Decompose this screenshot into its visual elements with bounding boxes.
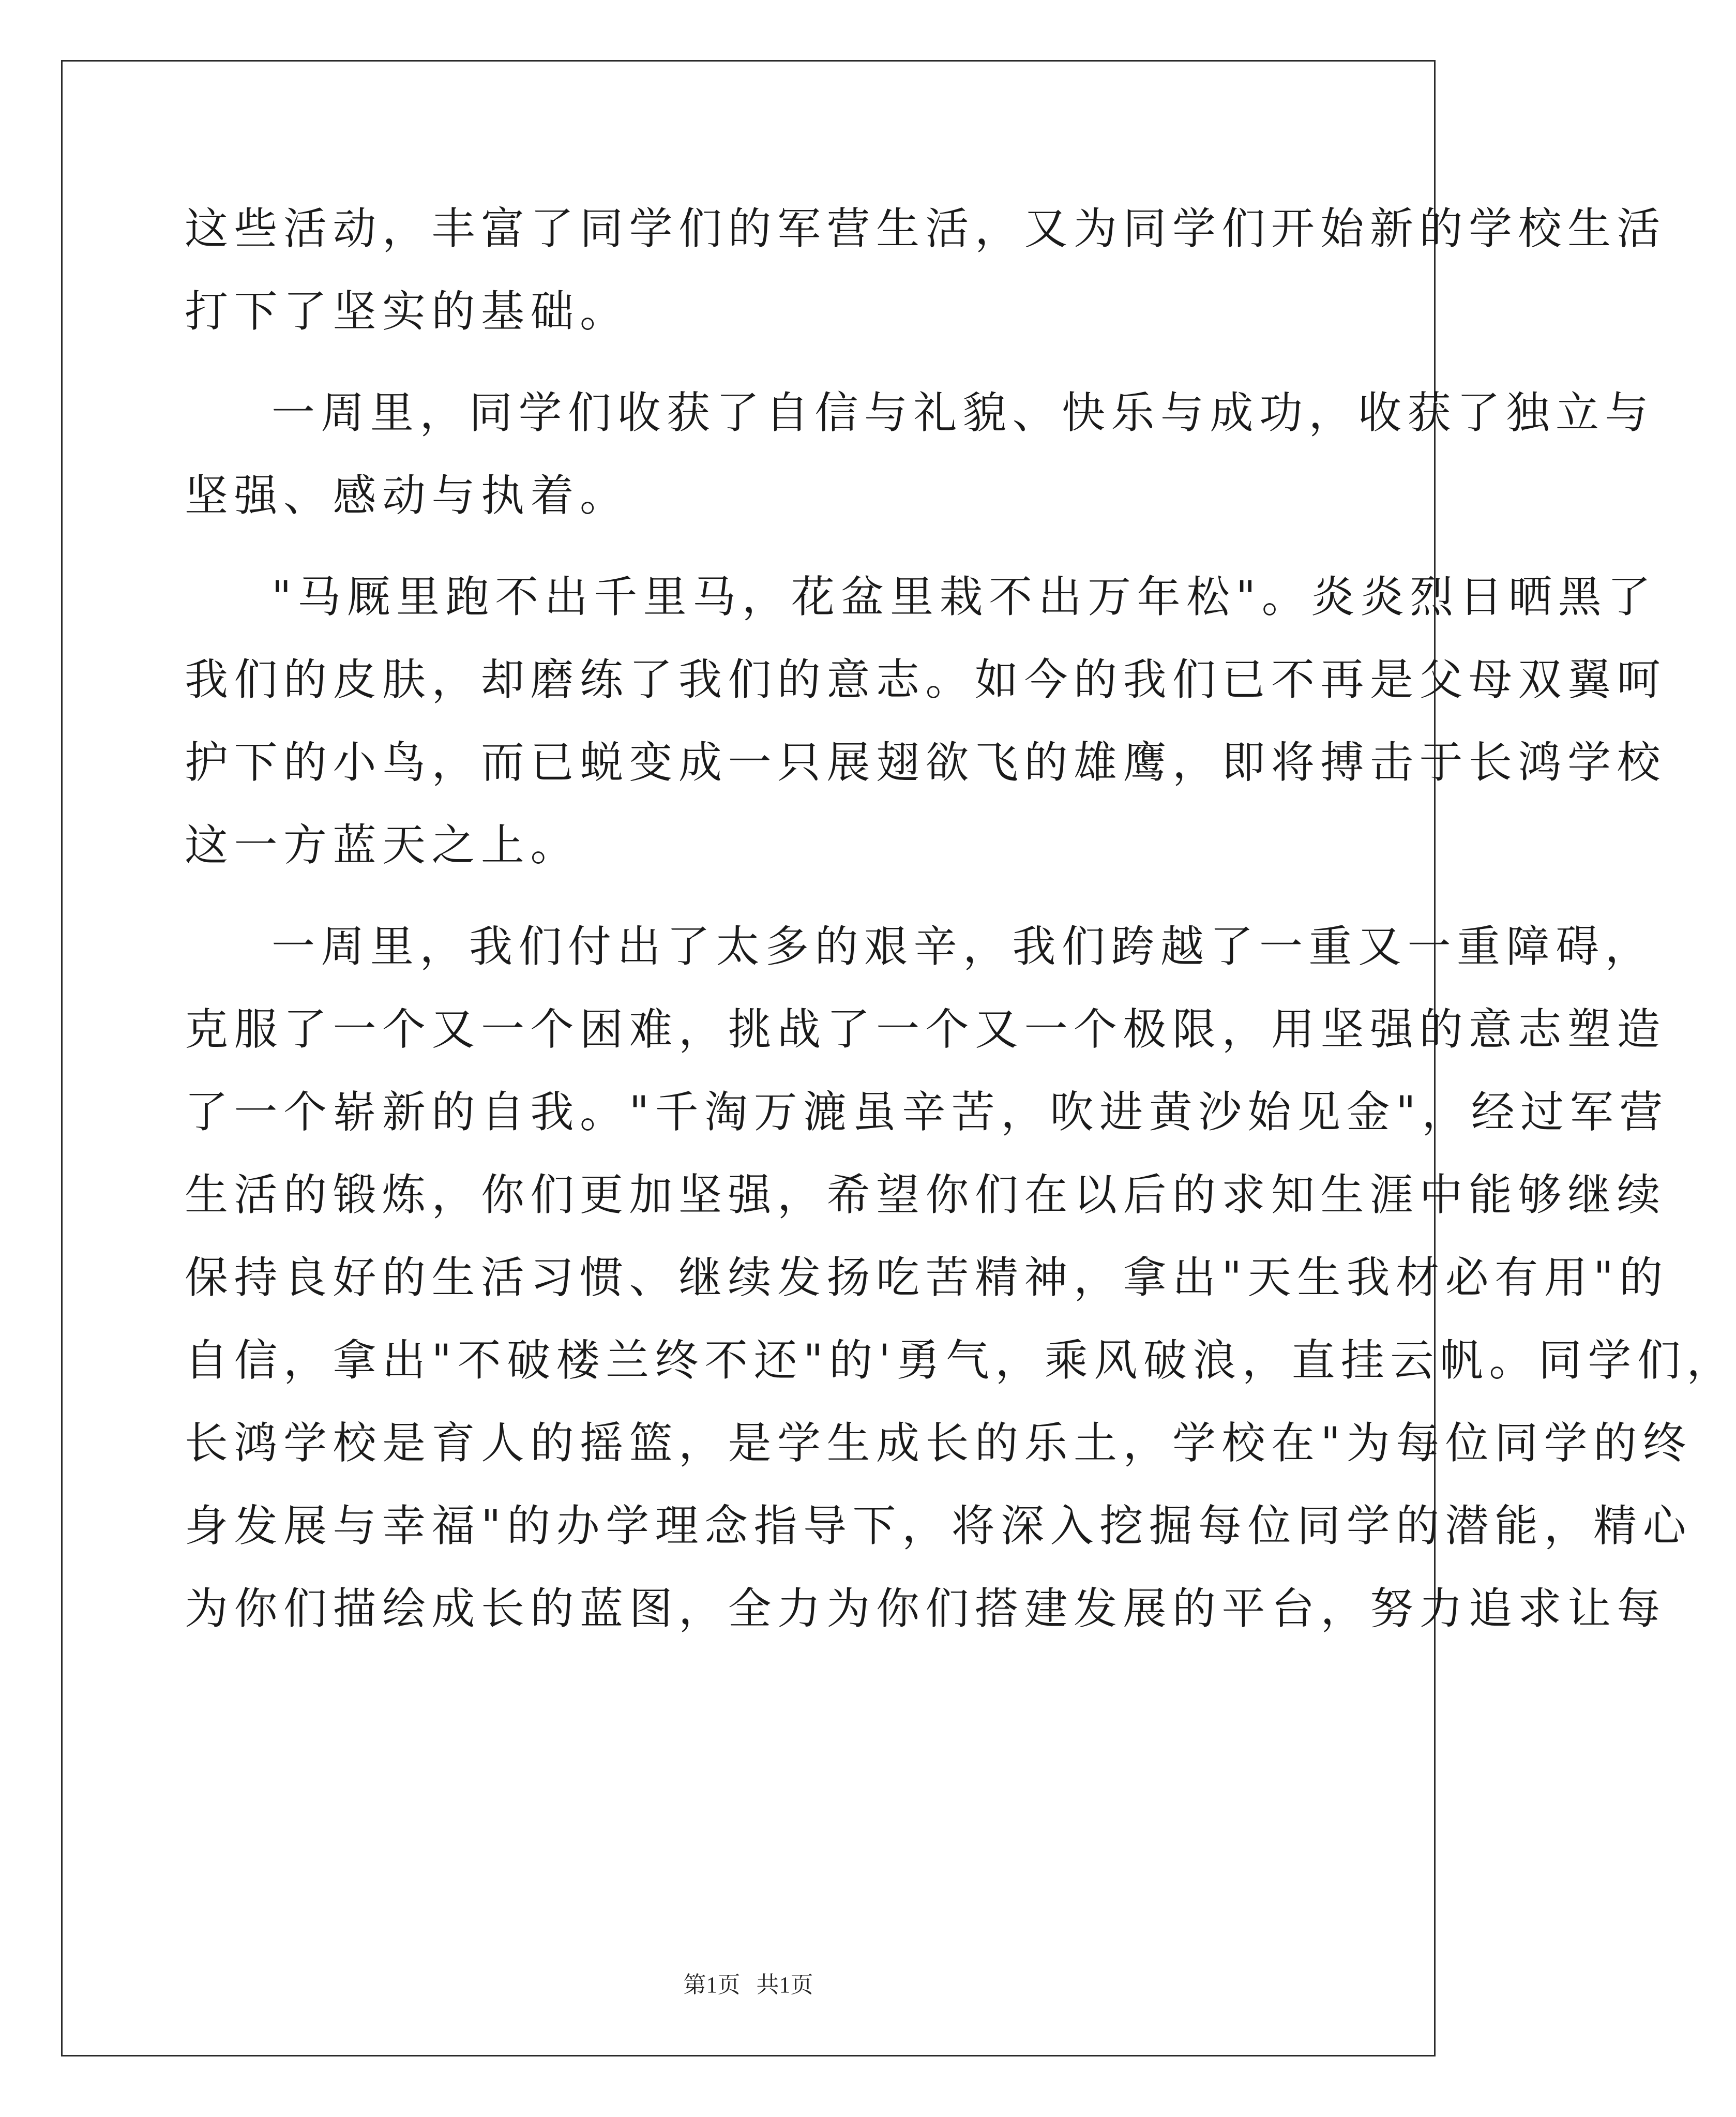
- text-line: 这些活动，丰富了同学们的军营生活，又为同学们开始新的学校生活: [185, 203, 1667, 254]
- text-line: "马厩里跑不出千里马，花盆里栽不出万年松"。炎炎烈日晒黑了: [271, 572, 1657, 622]
- text-line: 我们的皮肤，却磨练了我们的意志。如今的我们已不再是父母双翼呵: [185, 654, 1667, 705]
- text-line: 这一方蓝天之上。: [185, 820, 580, 870]
- text-line: 克服了一个又一个困难，挑战了一个又一个极限，用坚强的意志塑造: [185, 1004, 1667, 1055]
- page-footer: [0, 1966, 1497, 1999]
- text-line: 了一个崭新的自我。"千淘万漉虽辛苦，吹进黄沙始见金"，经过军营: [185, 1087, 1669, 1137]
- text-line: 为你们描绘成长的蓝图，全力为你们搭建发展的平台，努力追求让每: [185, 1583, 1667, 1634]
- text-line: 打下了坚实的基础。: [185, 286, 629, 337]
- text-line: 生活的锻炼，你们更加坚强，希望你们在以后的求知生涯中能够继续: [185, 1169, 1667, 1220]
- page-number: 第1页: [683, 1972, 741, 1998]
- text-line: 坚强、感动与执着。: [185, 470, 629, 521]
- text-line: 保持良好的生活习惯、继续发扬吃苦精神，拿出"天生我材必有用"的: [185, 1252, 1669, 1303]
- text-line: 长鸿学校是育人的摇篮，是学生成长的乐土，学校在"为每位同学的终: [185, 1418, 1693, 1468]
- page-total: 共1页: [756, 1972, 813, 1998]
- text-line: 一周里，同学们收获了自信与礼貌、快乐与成功，收获了独立与: [271, 387, 1655, 438]
- text-line: 身发展与幸福"的办学理念指导下，将深入挖掘每位同学的潜能，精心: [185, 1500, 1693, 1551]
- text-line: 一周里，我们付出了太多的艰辛，我们跨越了一重又一重障碍，: [271, 921, 1655, 972]
- text-line: 自信，拿出"不破楼兰终不还"的'勇气，乘风破浪，直挂云帆。同学们，: [185, 1335, 1736, 1386]
- text-line: 护下的小鸟，而已蜕变成一只展翅欲飞的雄鹰，即将搏击于长鸿学校: [185, 737, 1667, 788]
